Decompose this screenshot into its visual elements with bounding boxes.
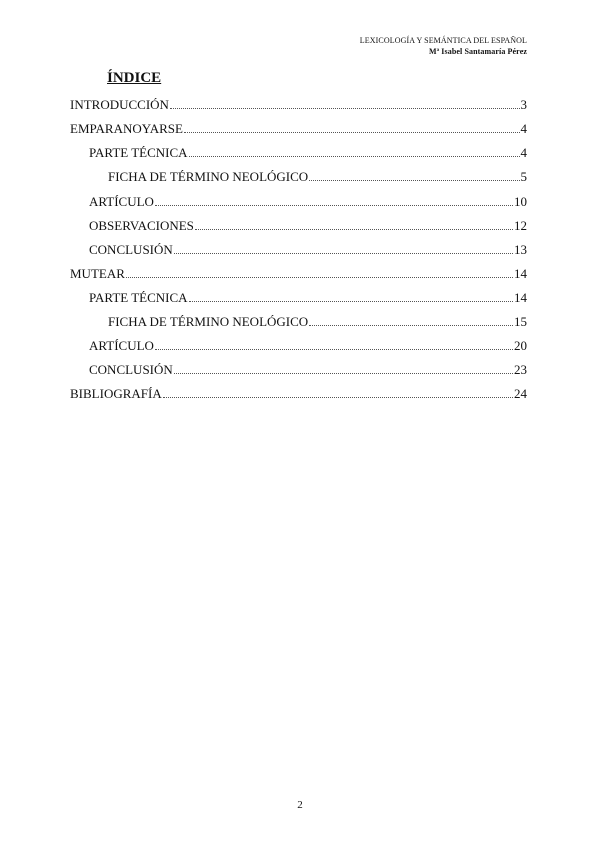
toc-dot-leader [155,205,513,206]
toc-entry-page: 14 [514,290,527,305]
toc-entry-label: FICHA DE TÉRMINO NEOLÓGICO [108,169,309,184]
toc-entry-page: 24 [514,386,527,401]
toc-dot-leader [174,253,513,254]
toc-entry-introduccion[interactable] [70,97,527,113]
toc-entry-label: EMPARANOYARSE [70,121,183,136]
toc-dot-leader [170,108,520,109]
toc-entry-mutear[interactable] [70,266,527,282]
toc-dot-leader [195,229,513,230]
toc-entry-page: 4 [520,145,527,160]
toc-entry-articulo-2[interactable] [89,338,527,354]
toc-entry-conclusion-1[interactable] [89,242,527,258]
toc-entry-articulo-1[interactable] [89,194,527,210]
toc-entry-label: CONCLUSIÓN [89,242,173,257]
toc-entry-label: INTRODUCCIÓN [70,97,169,112]
toc-entry-page: 23 [514,362,527,377]
toc-entry-page: 14 [514,266,527,281]
toc-dot-leader [189,301,513,302]
toc-entry-label: PARTE TÉCNICA [89,290,188,305]
toc-entry-emparanoyarse[interactable] [70,121,527,137]
toc-entry-label: FICHA DE TÉRMINO NEOLÓGICO [108,314,309,329]
toc-entry-label: PARTE TÉCNICA [89,145,188,160]
toc-dot-leader [189,156,520,157]
toc-dot-leader [174,373,513,374]
running-header [360,35,527,57]
toc-title: ÍNDICE [107,70,162,86]
toc-entry-page: 3 [520,97,527,112]
toc-entry-page: 13 [514,242,527,257]
toc-entry-page: 10 [514,194,527,209]
toc-entry-ficha-2[interactable] [108,314,527,330]
toc-entry-bibliografia[interactable] [70,386,527,402]
toc-entry-label: ARTÍCULO [89,338,154,353]
toc-entry-label: BIBLIOGRAFÍA [70,386,162,401]
toc-entry-ficha-1[interactable] [108,169,527,185]
toc-entry-label: OBSERVACIONES [89,218,194,233]
toc-dot-leader [309,180,519,181]
toc-entry-observaciones[interactable] [89,218,527,234]
toc-entry-conclusion-2[interactable] [89,362,527,378]
header-author: Mª Isabel Santamaría Pérez [429,47,527,56]
page-number: 2 [297,799,303,811]
toc-entry-parte-tecnica-1[interactable] [89,145,527,161]
toc-entry-parte-tecnica-2[interactable] [89,290,527,306]
toc-dot-leader [155,349,513,350]
toc-dot-leader [126,277,513,278]
toc-entry-page: 5 [520,169,527,184]
toc-entry-label: MUTEAR [70,266,125,281]
toc-dot-leader [163,397,513,398]
toc-dot-leader [309,325,513,326]
toc-dot-leader [184,132,520,133]
toc-entry-label: ARTÍCULO [89,194,154,209]
toc-entry-label: CONCLUSIÓN [89,362,173,377]
toc-entry-page: 15 [514,314,527,329]
toc-entry-page: 4 [520,121,527,136]
toc-entry-page: 12 [514,218,527,233]
header-course-title: LEXICOLOGÍA Y SEMÁNTICA DEL ESPAÑOL [359,36,527,45]
toc-entry-page: 20 [514,338,527,353]
